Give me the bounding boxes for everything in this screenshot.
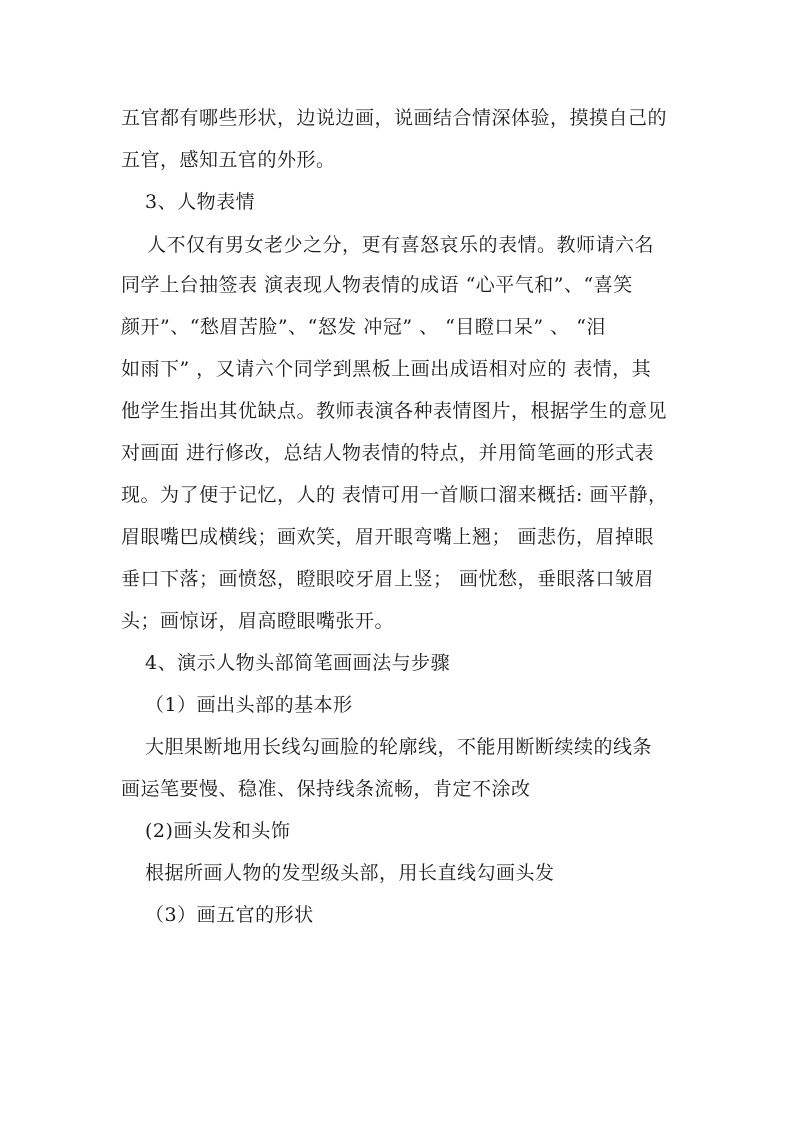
subheading-1: （1）画出头部的基本形 [145,694,353,716]
subheading-3: （3）画五官的形状 [145,904,314,926]
text-line-7: 如雨下” ，又请六个同学到黑板上画出成语相对应的 表情，其 [121,358,652,380]
text-line-5: 同学上台抽签表 演表现人物表情的成语 “心平气和”、“喜笑 [121,274,633,296]
text-line-6: 颜开”、“愁眉苦脸”、“怒发 冲冠” 、 “目瞪口呆” 、 “泪 [121,316,606,338]
text-line-1: 五官都有哪些形状，边说边画，说画结合情深体验，摸摸自己的 [121,107,668,129]
section-heading-4: 4、演示人物头部简笔画画法与步骤 [145,652,451,674]
subheading-2: (2)画头发和头饰 [145,820,291,842]
text-line-19: 根据所画人物的发型级头部，用长直线勾画头发 [145,862,555,884]
section-heading-3: 3、人物表情 [145,191,256,213]
text-line-2: 五官，感知五官的外形。 [121,149,336,171]
text-line-10: 现。为了便于记忆，人的 表情可用一首顺口溜来概括: 画平静， [121,484,668,506]
text-line-13: 头；画惊讶，眉高瞪眼嘴张开。 [121,610,395,632]
text-line-11: 眉眼嘴巴成横线；画欢笑，眉开眼弯嘴上翘； 画悲伤，眉掉眼 [121,526,655,548]
text-line-12: 垂口下落；画愤怒，瞪眼咬牙眉上竖； 画忧愁，垂眼落口皱眉 [121,568,655,590]
text-line-17: 画运笔要慢、稳准、保持线条流畅，肯定不涂改 [121,778,531,800]
text-line-8: 他学生指出其优缺点。教师表演各种表情图片，根据学生的意见 [121,400,668,422]
text-line-9: 对画面 进行修改，总结人物表情的特点，并用简笔画的形式表 [121,442,655,464]
text-line-4: 人不仅有男女老少之分，更有喜怒哀乐的表情。教师请六名 [147,234,655,256]
text-line-16: 大胆果断地用长线勾画脸的轮廓线，不能用断断续续的线条 [145,736,653,758]
